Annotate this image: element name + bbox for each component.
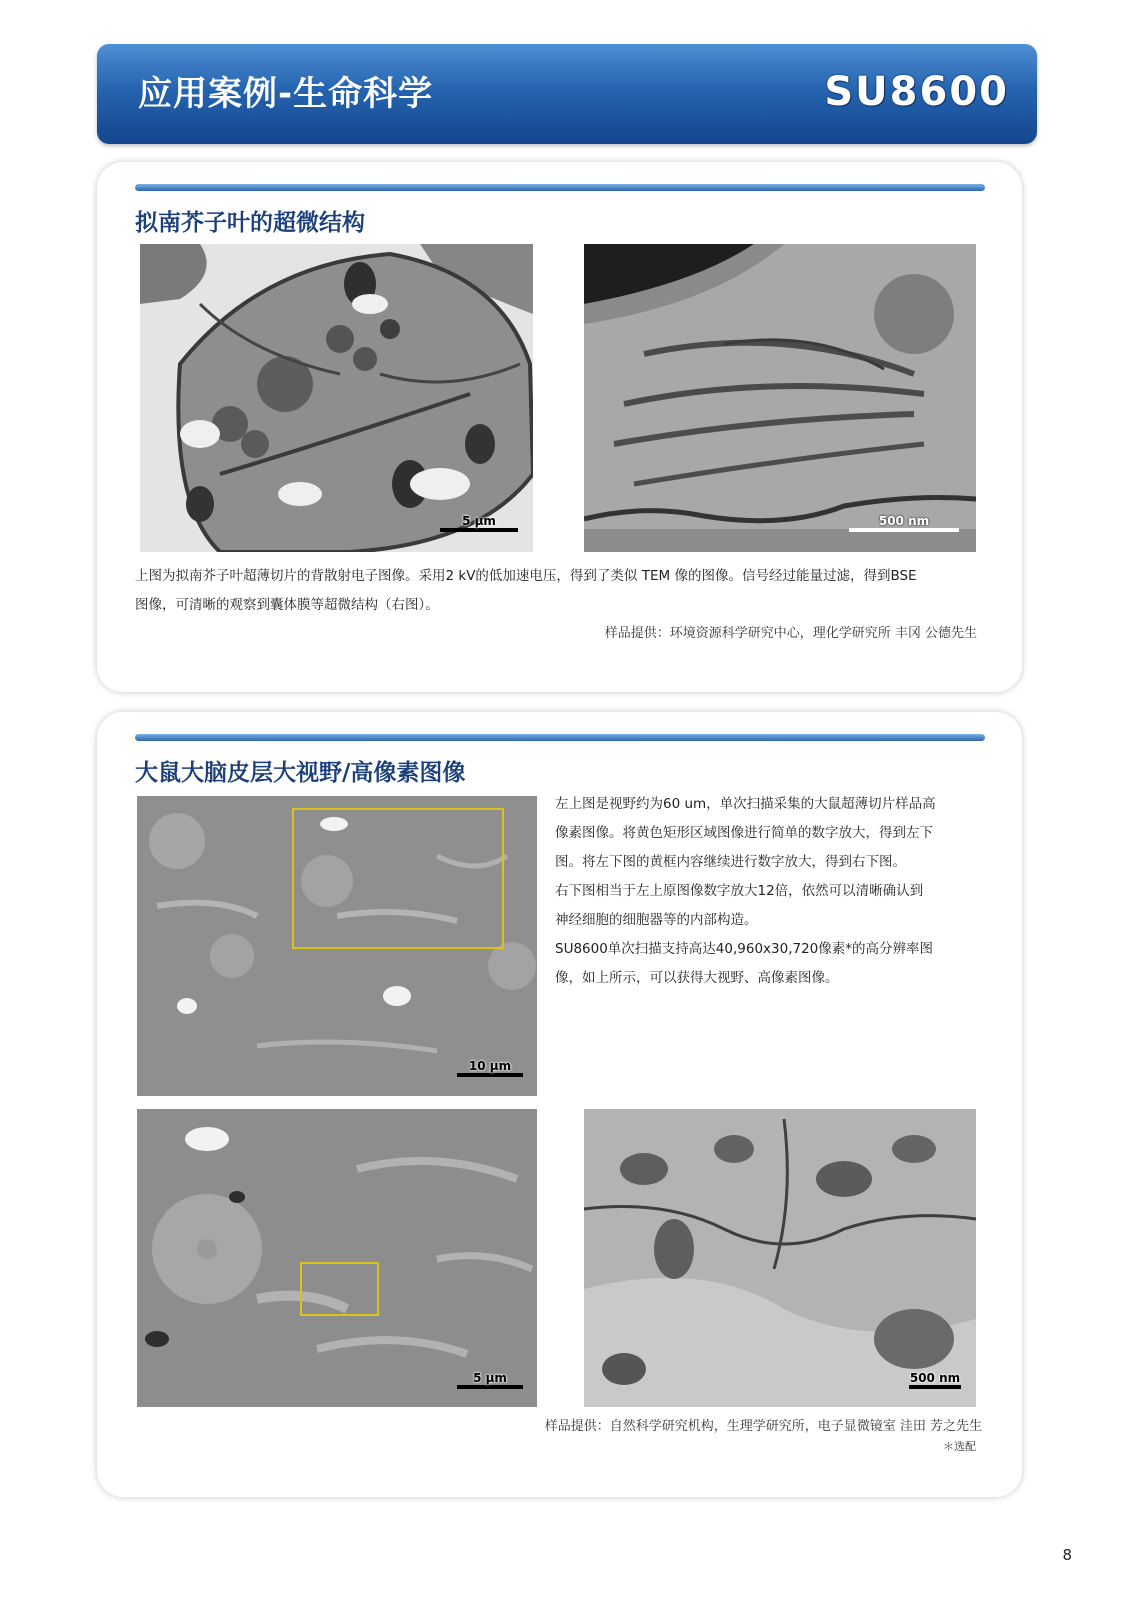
scale-bar [440, 514, 518, 532]
scale-bar [457, 1371, 523, 1389]
zoom-region-box [300, 1262, 379, 1316]
micrograph-leaf-cell [140, 244, 533, 552]
scale-bar [457, 1059, 523, 1077]
caption-line-2: 图像，可清晰的观察到囊体膜等超微结构（右图）。 [135, 597, 439, 613]
scale-bar-label: 10 μm [468, 1059, 512, 1073]
scale-bar-label: 5 μm [462, 514, 496, 528]
page-header-banner [97, 44, 1037, 144]
text-line-4: 右下图相当于左上原图像数字放大12倍，依然可以清晰确认到 [555, 883, 924, 899]
text-line-5: 神经细胞的细胞器等的内部构造。 [555, 912, 758, 928]
section-card-rat-brain [97, 712, 1022, 1497]
scale-bar-label: 500 nm [909, 1371, 961, 1385]
micrograph-cortex-zoom-2 [584, 1109, 976, 1407]
model-name: SU8600 [824, 69, 1009, 115]
micrograph-cortex-zoom-1 [137, 1109, 537, 1407]
section-divider-bar [135, 734, 985, 741]
sample-credit: 样品提供：自然科学研究机构，生理学研究所，电子显微镜室 洼田 芳之先生 [544, 1419, 982, 1434]
optional-footnote: ＊选配 [943, 1440, 976, 1453]
text-line-1: 左上图是视野约为60 um，单次扫描采集的大鼠超薄切片样品高 [555, 796, 936, 812]
sample-credit: 样品提供：环境资源科学研究中心，理化学研究所 丰冈 公德先生 [604, 626, 977, 641]
text-line-6: SU8600单次扫描支持高达40,960x30,720像素*的高分辨率图 [555, 941, 934, 957]
text-line-2: 像素图像。将黄色矩形区域图像进行简单的数字放大，得到左下 [555, 825, 933, 841]
text-line-3: 图。将左下图的黄框内容继续进行数字放大，得到右下图。 [555, 854, 906, 870]
micrograph-cortex-wide-field [137, 796, 537, 1096]
caption-line-1: 上图为拟南芥子叶超薄切片的背散射电子图像。采用2 kV的低加速电压，得到了类似 TEM 像的图像。信号经过能量过滤，得到BSE [135, 568, 917, 584]
micrograph-thylakoid [584, 244, 976, 552]
page-number: 8 [1062, 1546, 1072, 1564]
scale-bar [849, 514, 959, 532]
section-title: 拟南芥子叶的超微结构 [135, 210, 365, 236]
scale-bar-label: 5 μm [473, 1371, 507, 1385]
zoom-region-box [292, 808, 504, 949]
section-card-arabidopsis [97, 162, 1022, 692]
page-title: 应用案例-生命科学 [138, 74, 434, 114]
section-divider-bar [135, 184, 985, 191]
scale-bar [909, 1371, 961, 1389]
text-line-7: 像，如上所示，可以获得大视野、高像素图像。 [555, 970, 839, 986]
scale-bar-label: 500 nm [878, 514, 930, 528]
section-title: 大鼠大脑皮层大视野/高像素图像 [135, 760, 466, 786]
